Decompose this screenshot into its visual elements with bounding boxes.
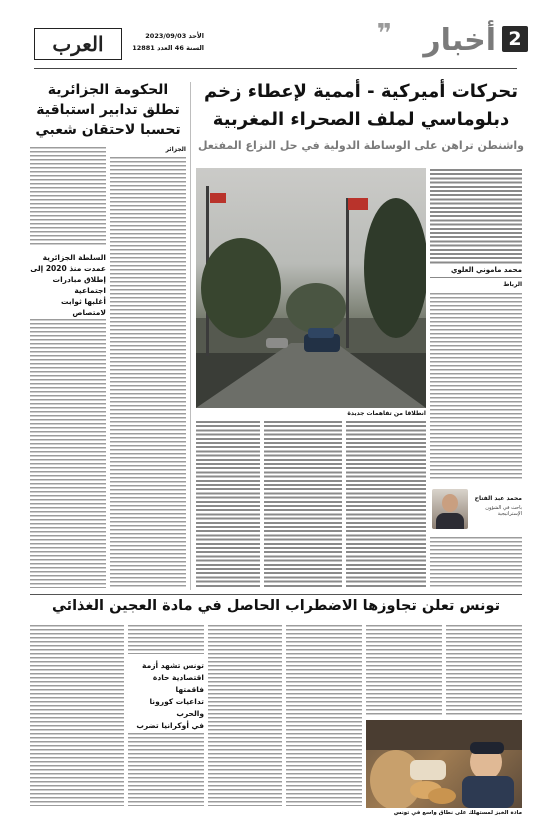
side-headline-line3: تحسبا لاحتقان شعبي: [35, 122, 181, 138]
bottom-story-body-col6: [30, 624, 124, 806]
bottom-quote-line1: تونس تشهد أزمة: [142, 661, 204, 670]
author-avatar: [432, 489, 468, 529]
main-subheadline: واشنطن تراهن على الوساطة الدولية في حل النزاع المفتعل: [197, 139, 525, 152]
main-headline-line2: دبلوماسي لملف الصحراء المغربية: [212, 109, 510, 130]
side-story-body-col2a: [30, 146, 106, 246]
bottom-story-body-col1: [446, 624, 522, 716]
side-headline-line1: الحكومة الجزائرية: [47, 82, 169, 98]
masthead-rule: [34, 68, 517, 69]
main-headline-line1: تحركات أميركية - أممية لإعطاء زخم: [204, 81, 518, 102]
author-title: باحث في الشؤون الإستراتيجية: [485, 505, 522, 517]
side-section-label: الجزائر: [165, 146, 186, 153]
street-scene-graphic: [196, 168, 426, 408]
side-headline-line2: تطلق تدابير استباقية: [36, 102, 180, 118]
bottom-story-body-col2: [366, 624, 442, 716]
column-divider: [190, 82, 191, 590]
main-story-body-col1: [430, 292, 522, 480]
issue-line: السنة 46 العدد 12881: [132, 44, 204, 52]
main-photo-caption: انطلاقا من تفاهمات جديدة: [347, 410, 426, 417]
bottom-story-body-col5a: [128, 624, 204, 654]
quote-mark-icon: ❞: [376, 19, 392, 49]
bottom-quote-line3: تداعيات كورونا والحرب: [149, 697, 204, 718]
section-name: أخبار: [423, 23, 496, 58]
author-suit: [436, 513, 464, 529]
byline-rule: [430, 277, 522, 278]
author-name: محمد عبد الفتاح: [474, 495, 522, 502]
bottom-story-photo: [366, 720, 522, 808]
main-story-lead-text: [430, 168, 522, 264]
bottom-quote-line2: اقتصادية حادة فاقمتها: [152, 673, 204, 694]
bottom-story-top-rule: [30, 594, 522, 595]
bottom-story-body-col5b: [128, 732, 204, 806]
masthead: [0, 0, 550, 78]
bottom-headline: تونس تعلن تجاوزها الاضطراب الحاصل في مادة العجين الغذائي: [51, 598, 501, 614]
main-dateline: الرباط: [503, 281, 522, 288]
main-story-body-col2: [346, 420, 426, 588]
side-highlight-line3: إطلاق مبادرات اجتماعية: [52, 275, 106, 295]
bottom-story-body-col3: [286, 624, 362, 806]
side-highlight-line4: أغلبها ثوابت لامتصاص: [60, 297, 106, 317]
main-story-photo: [196, 168, 426, 408]
bottom-story-body-col4: [208, 624, 282, 806]
paper-logo: العرب: [34, 28, 122, 60]
bread-vendor-graphic: [366, 720, 522, 808]
main-story-body-col3: [264, 420, 342, 588]
bottom-photo-caption: مادة الخبز لمستهلك على نطاق واسع في تونس: [393, 810, 522, 816]
author-box: [430, 485, 522, 533]
side-highlight-line2: عمدت منذ 2020 إلى: [30, 264, 106, 273]
side-highlight-box: [30, 252, 106, 317]
author-face: [442, 494, 458, 512]
side-highlight-line1: السلطة الجزائرية: [42, 253, 106, 262]
side-story-body-col2b: [30, 318, 106, 588]
main-byline: محمد ماموني العلوي: [450, 266, 522, 274]
main-story-body-col4: [196, 420, 260, 588]
section-number-badge: 2: [502, 26, 528, 52]
main-story-body-col1b: [430, 536, 522, 588]
side-story-body-col1: [110, 156, 186, 588]
date-line: الأحد 2023/09/03: [145, 32, 204, 40]
bottom-quote-line4: في أوكرانيا تضرب: [136, 721, 204, 730]
bottom-quote-box: [128, 660, 204, 728]
